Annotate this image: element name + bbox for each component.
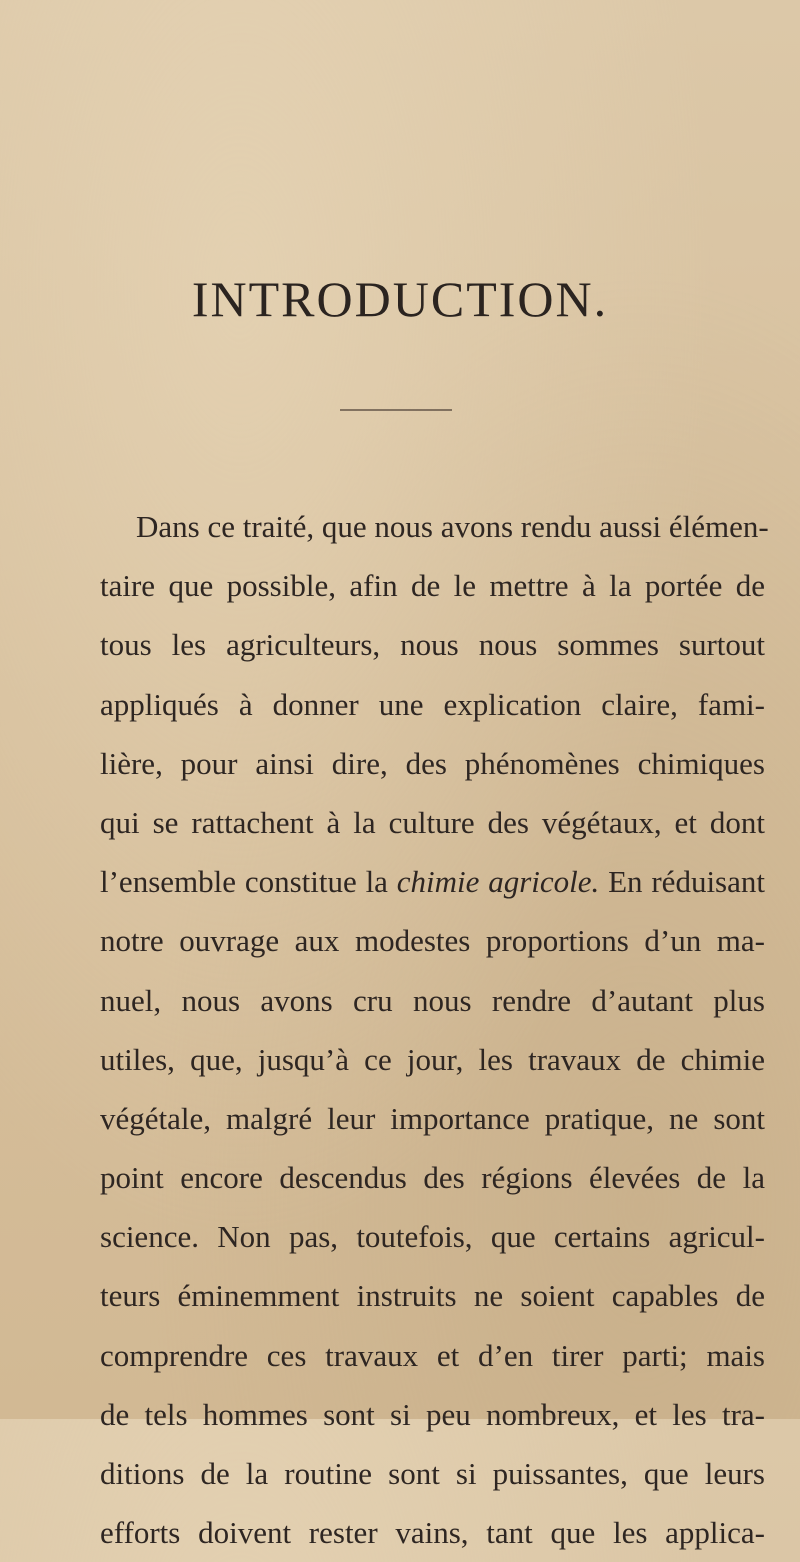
text-line: utiles, que, jusqu’à ce jour, les travaux de chimie [100,1041,765,1077]
text-line: comprendre ces travaux et d’en tirer parti; mais [100,1337,765,1373]
text-line: taire que possible, afin de le mettre à la portée de [100,568,765,604]
text-line: végétale, malgré leur importance pratique, ne sont [100,1100,765,1136]
chapter-title: INTRODUCTION. [191,271,609,327]
text-line: science. Non pas, toutefois, que certains agricul- [100,1219,765,1255]
text-line: efforts doivent rester vains, tant que les applica- [100,1515,765,1551]
text-segment: En réduisant [599,864,765,900]
text-line: tous les agriculteurs, nous nous sommes surtout [100,627,765,663]
text-line: nuel, nous avons cru nous rendre d’autant plus [100,982,765,1018]
text-line: teurs éminemment instruits ne soient capables de [100,1278,765,1314]
text-line: ditions de la routine sont si puissantes, que leurs [100,1456,765,1491]
text-line: de tels hommes sont si peu nombreux, et les tra- [100,1396,765,1432]
text-line: point encore descendus des régions élevées de la [100,1160,765,1196]
text-line: notre ouvrage aux modestes proportions d’un ma- [100,923,765,959]
text-line: lière, pour ainsi dire, des phénomènes chimiques [100,745,765,781]
italic-term: chimie agricole. [396,864,600,900]
text-segment: l’ensemble constitue la [100,864,397,900]
text-line: Dans ce traité, que nous avons rendu aussi élémen- [136,509,769,544]
text-line [100,852,765,911]
text-line: appliqués à donner une explication claire, fami- [100,686,765,722]
text-line: qui se rattachent à la culture des végétaux, et dont [100,804,765,840]
body-paragraph [100,497,769,1562]
title-divider [340,409,452,411]
